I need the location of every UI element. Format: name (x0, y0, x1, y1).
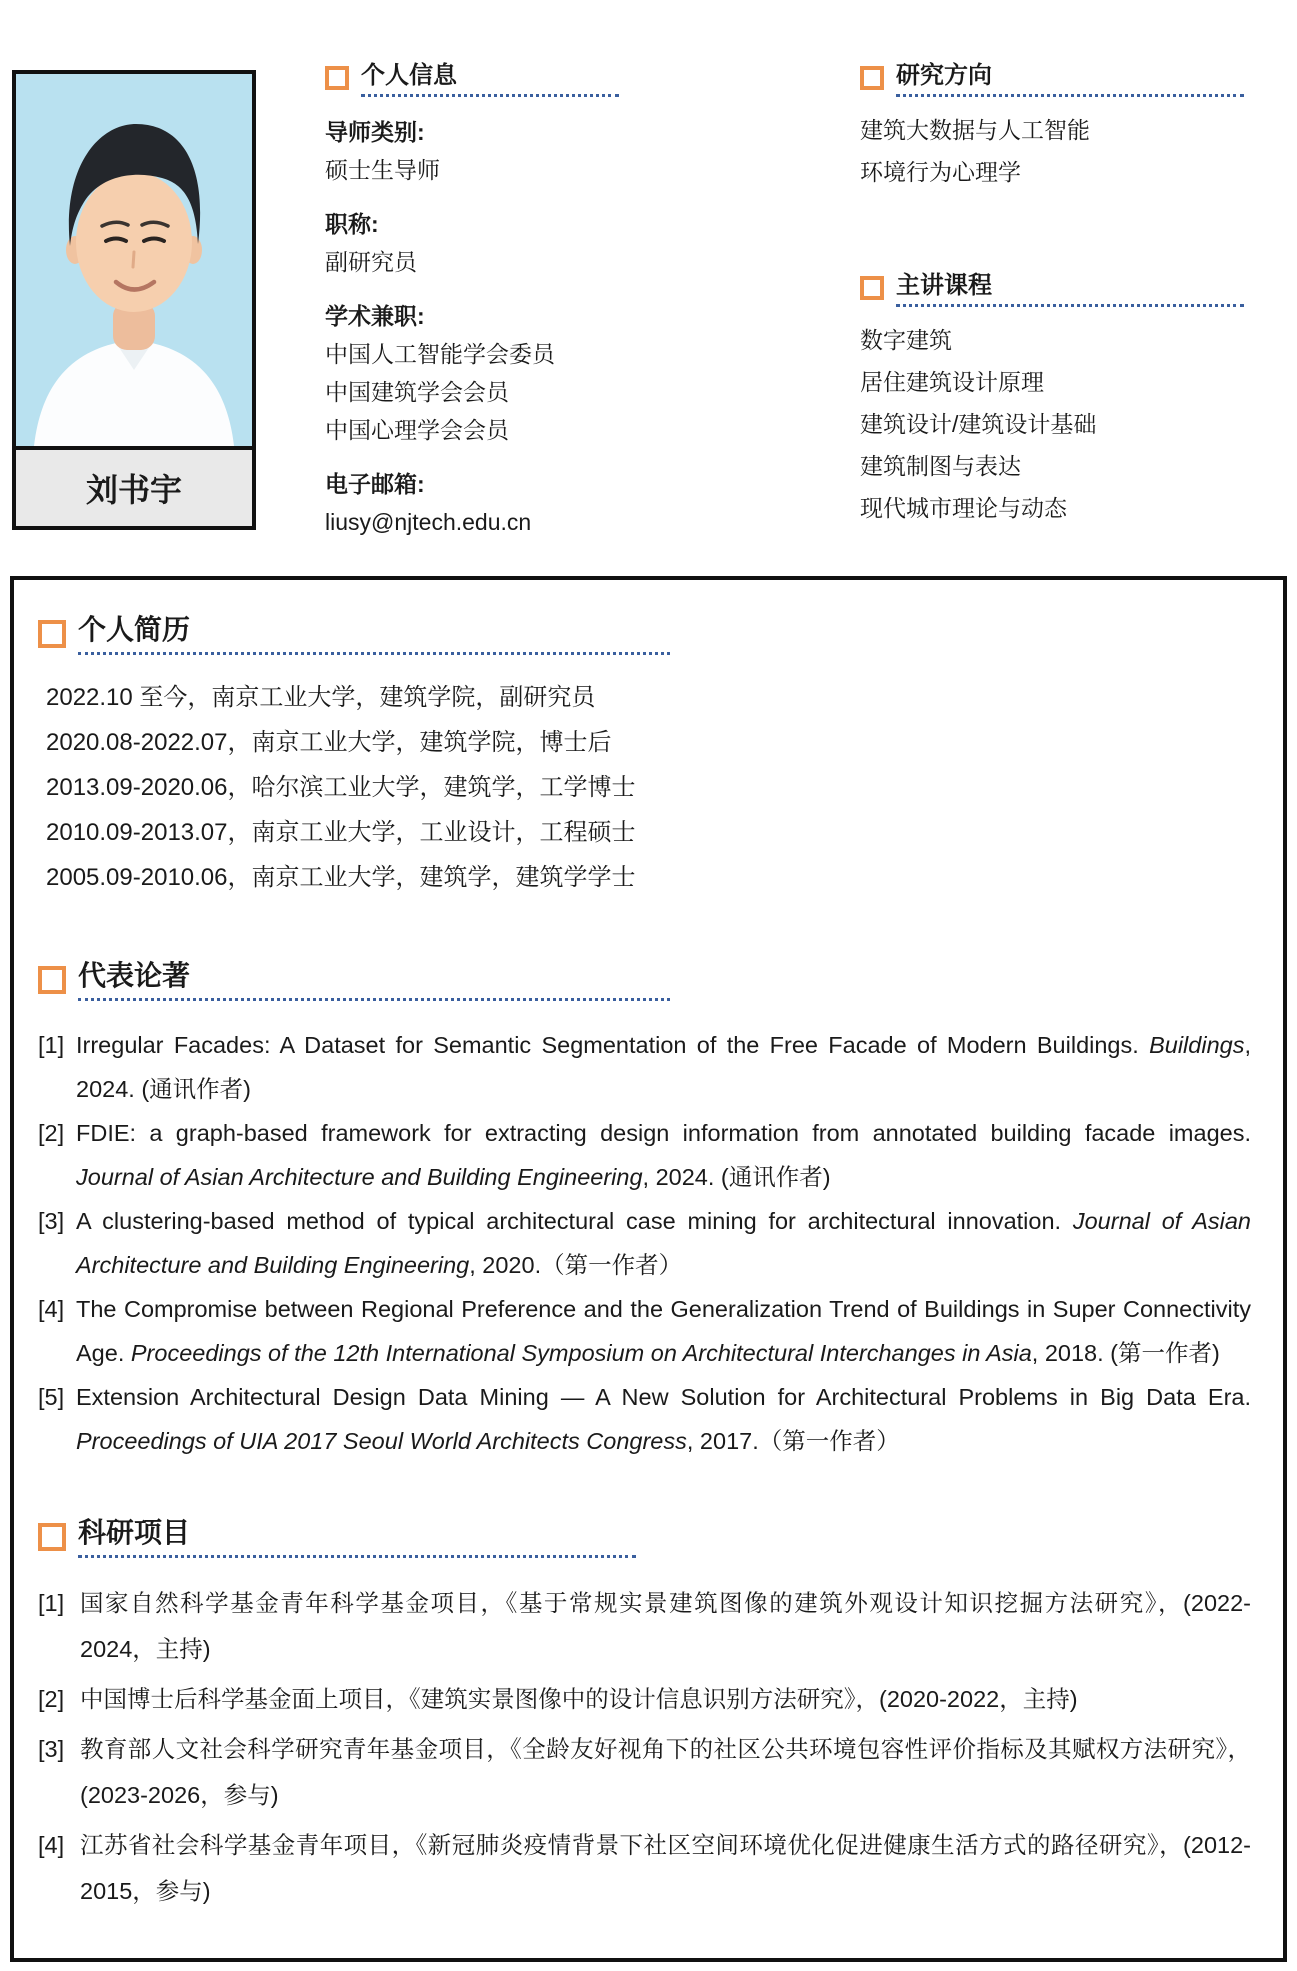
resume-item: 2005.09-2010.06，南京工业大学，建筑学，建筑学学士 (46, 864, 636, 891)
publication-item (38, 1375, 1251, 1463)
resume-header (38, 608, 1251, 655)
research-direction-item: 环境行为心理学 (860, 159, 1021, 185)
project-item (38, 1676, 1251, 1722)
project-number: [3] (38, 1736, 65, 1762)
section-title: 个人信息 (361, 62, 457, 89)
publication-text: A clustering-based method of typical architectural case mining for architectural innovation. (76, 1208, 1073, 1234)
right-column (860, 55, 1295, 529)
resume-item: 2010.09-2013.07，南京工业大学，工业设计，工程硕士 (46, 819, 636, 846)
publication-number: [5] (38, 1384, 65, 1410)
field-label: 职称: (325, 211, 379, 237)
publication-text: The Compromise between Regional Preference and the Generalization Trend of Buildings in Super Connectivity Age. (76, 1296, 1251, 1366)
publication-number: [1] (38, 1032, 65, 1058)
field-value: 硕士生导师 (325, 157, 440, 183)
publication-item (38, 1287, 1251, 1375)
main-content-box (10, 576, 1287, 1962)
projects-list (38, 1580, 1251, 1914)
field-value: 中国建筑学会会员 (325, 379, 509, 405)
courses-header (860, 265, 1295, 307)
publication-venue: Proceedings of the 12th International Symposium on Architectural Interchanges in Asia (130, 1340, 1032, 1366)
section-marker-icon (38, 966, 66, 994)
publication-item (38, 1023, 1251, 1111)
personal-info-section (325, 55, 655, 541)
course-item: 建筑设计/建筑设计基础 (860, 411, 1097, 437)
publication-number: [2] (38, 1120, 65, 1146)
field-job-title (325, 205, 655, 281)
publication-tail: , 2017.（第一作者） (686, 1428, 900, 1454)
publications-header (38, 954, 1251, 1001)
field-label: 电子邮箱: (325, 471, 425, 497)
resume-list (46, 675, 1251, 900)
course-item: 居住建筑设计原理 (860, 369, 1044, 395)
email-address: liusy@njtech.edu.cn (325, 509, 532, 535)
section-title: 个人简历 (78, 614, 191, 645)
profile-photo-box (12, 70, 256, 530)
publication-venue: Buildings (1149, 1032, 1245, 1058)
field-value: 中国人工智能学会委员 (325, 341, 555, 367)
section-title: 研究方向 (896, 62, 992, 89)
field-email (325, 465, 655, 541)
section-marker-icon (860, 276, 884, 300)
project-number: [2] (38, 1686, 65, 1712)
publication-venue: Journal of Asian Architecture and Building Engineering (76, 1208, 1251, 1278)
profile-name: 刘书宇 (16, 446, 252, 526)
portrait-illustration (16, 74, 252, 446)
research-directions-header (860, 55, 1295, 97)
course-item: 建筑制图与表达 (860, 453, 1021, 479)
section-title: 代表论著 (78, 960, 191, 991)
publication-number: [3] (38, 1208, 65, 1234)
projects-header (38, 1511, 1251, 1558)
section-marker-icon (860, 66, 884, 90)
resume-item: 2013.09-2020.06，哈尔滨工业大学，建筑学，工学博士 (46, 774, 636, 801)
field-label: 导师类别: (325, 119, 425, 145)
resume-item: 2020.08-2022.07，南京工业大学，建筑学院，博士后 (46, 729, 612, 756)
research-directions-list (860, 109, 1295, 193)
publication-item (38, 1199, 1251, 1287)
publication-venue: Proceedings of UIA 2017 Seoul World Architects Congress (76, 1428, 687, 1454)
publication-text: Irregular Facades: A Dataset for Semantic Segmentation of the Free Facade of Modern Buildings. (76, 1032, 1150, 1058)
project-item (38, 1726, 1251, 1818)
course-item: 现代城市理论与动态 (860, 495, 1067, 521)
publication-text: Extension Architectural Design Data Mining — A New Solution for Architectural Problems in Big Data Era. (76, 1384, 1251, 1410)
courses-list (860, 319, 1295, 529)
field-label: 学术兼职: (325, 303, 425, 329)
section-marker-icon (325, 66, 349, 90)
field-mentor-type (325, 113, 655, 189)
publication-number: [4] (38, 1296, 65, 1322)
publication-tail: , 2024. (通讯作者) (642, 1164, 831, 1190)
research-direction-item: 建筑大数据与人工智能 (860, 117, 1090, 143)
project-item (38, 1822, 1251, 1914)
publication-tail: , 2024. (通讯作者) (76, 1032, 1251, 1102)
portrait-photo (16, 74, 252, 446)
resume-item: 2022.10 至今，南京工业大学，建筑学院，副研究员 (46, 684, 596, 711)
publications-list (38, 1023, 1251, 1463)
project-text: 江苏省社会科学基金青年项目，《新冠肺炎疫情背景下社区空间环境优化促进健康生活方式的路径研究》，(2012-2015，参与) (80, 1832, 1251, 1904)
project-number: [4] (38, 1832, 65, 1858)
publication-item (38, 1111, 1251, 1199)
field-value: 副研究员 (325, 249, 417, 275)
section-title: 科研项目 (78, 1517, 191, 1548)
publication-venue: Journal of Asian Architecture and Building Engineering (76, 1164, 643, 1190)
personal-info-header (325, 55, 655, 97)
field-academic-posts (325, 297, 655, 449)
project-text: 国家自然科学基金青年科学基金项目，《基于常规实景建筑图像的建筑外观设计知识挖掘方法研究》，(2022-2024，主持) (80, 1590, 1251, 1662)
project-number: [1] (38, 1590, 65, 1616)
publication-text: FDIE: a graph-based framework for extracting design information from annotated building facade images. (76, 1120, 1251, 1146)
section-title: 主讲课程 (896, 272, 992, 299)
project-text: 教育部人文社会科学研究青年基金项目，《全龄友好视角下的社区公共环境包容性评价指标及其赋权方法研究》，(2023-2026，参与) (80, 1736, 1251, 1808)
project-item (38, 1580, 1251, 1672)
course-item: 数字建筑 (860, 327, 952, 353)
section-marker-icon (38, 620, 66, 648)
field-value: 中国心理学会会员 (325, 417, 509, 443)
project-text: 中国博士后科学基金面上项目，《建筑实景图像中的设计信息识别方法研究》，(2020-2022，主持) (80, 1686, 1078, 1712)
publication-tail: , 2018. (第一作者) (1031, 1340, 1220, 1366)
section-marker-icon (38, 1523, 66, 1551)
publication-tail: , 2020.（第一作者） (469, 1252, 683, 1278)
